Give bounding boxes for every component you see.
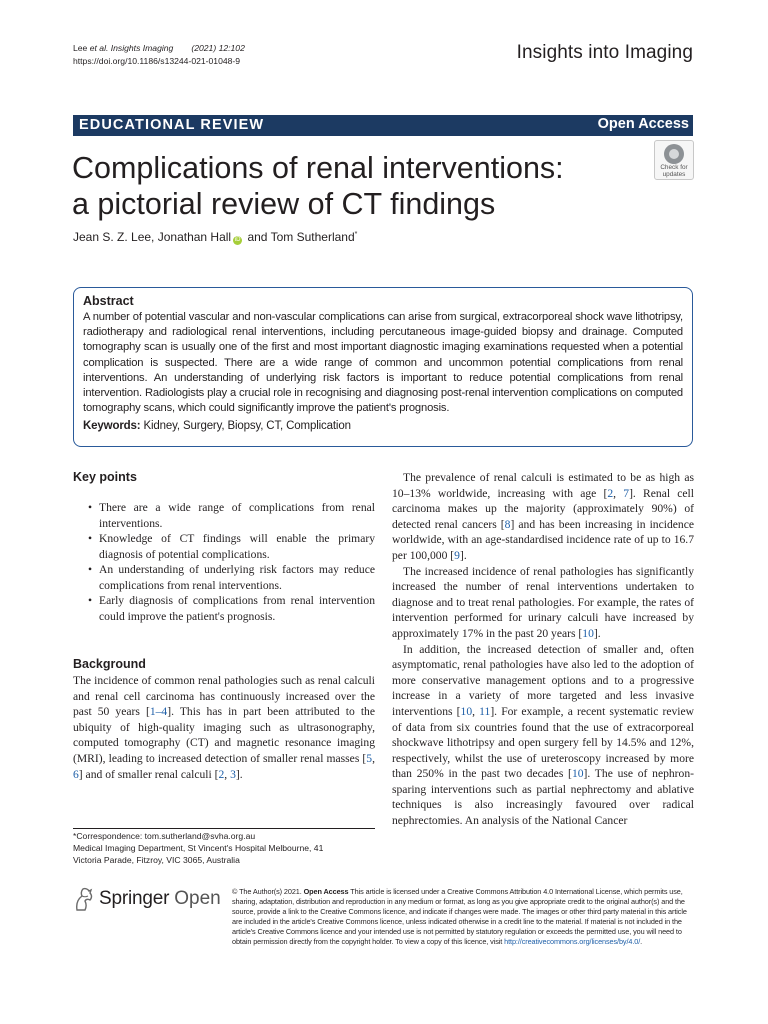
keywords: Keywords: Kidney, Surgery, Biopsy, CT, Complication (83, 420, 351, 433)
citation-block (73, 42, 245, 68)
reference-link[interactable]: 8 (504, 517, 511, 531)
springer-horse-icon (73, 886, 95, 912)
list-item: • Knowledge of CT findings will enable the primary diagnosis of potential complications. (88, 531, 375, 562)
reference-link[interactable]: 5 (366, 751, 373, 765)
reference-link[interactable]: 2 (607, 486, 614, 500)
list-item: • An understanding of underlying risk factors may reduce complications from renal interventions. (88, 562, 375, 593)
reference-link[interactable]: 10 (571, 767, 584, 781)
citation-year: (2021) 12:102 (191, 43, 245, 53)
correspondence-footnote: *Correspondence: tom.sutherland@svha.org.au Medical Imaging Department, St Vincent's Hospital Melbourne, 41 Victoria Parade, Fitzroy, VIC 3065, Australia (73, 830, 375, 867)
body-paragraph: The prevalence of renal calculi is estimated to be as high as 10–13% worldwide, increasing with age [2, 7]. Renal cell carcinoma makes up the majority (approximately 90%) of detected renal cancers [8] and has been increasing in incidence worldwide, with an age-standardised incidence rate of up to 16.7 per 100,000 [9]. (392, 471, 695, 562)
abstract-heading: Abstract (83, 294, 134, 308)
background-paragraph: The incidence of common renal pathologies such as renal calculi and renal cell carcinoma has continuously increased over the past 50 years [1–4]. This has in part been attributed to the ubiquity of high-quality imaging such as ultrasonography, computed tomography (CT) and magnetic resonance imaging (MRI), leading to increased detection of smaller renal masses [5, 6] and of smaller renal calculi [2, 3]. (73, 674, 375, 781)
license-link[interactable]: http://creativecommons.org/licenses/by/4.0/ (504, 936, 641, 946)
journal-name: Insights into Imaging (516, 42, 693, 63)
right-column-body (392, 470, 694, 829)
list-item: • There are a wide range of complications from renal interventions. (88, 500, 375, 531)
reference-link[interactable]: 10 (582, 626, 594, 640)
body-paragraph: The increased incidence of renal pathologies has significantly increased the number of renal interventions undertaken to diagnose and to treat renal pathologies. For example, the rates of intervention performed for urinary calculi have increased by approximately 17% in the past 20 years [10]. (392, 564, 694, 640)
key-points-list (88, 500, 375, 624)
doi-link[interactable]: https://doi.org/10.1186/s13244-021-01048-9 (73, 56, 241, 66)
publisher-name: Springer (99, 888, 170, 909)
abstract-box (73, 287, 693, 447)
reference-link[interactable]: 1–4 (149, 705, 168, 719)
article-title: Complications of renal interventions: a pictorial review of CT findings (72, 151, 564, 221)
article-type: EDUCATIONAL REVIEW (79, 117, 265, 133)
article-type-banner (73, 115, 693, 136)
citation-line: Lee et al. Insights Imaging (2021) 12:102 (73, 43, 245, 53)
orcid-icon[interactable]: iD (234, 237, 241, 243)
check-updates-icon (664, 144, 684, 164)
license-text: © The Author(s) 2021. Open Access This article is licensed under a Creative Commons Attribution 4.0 International License, which permits use, sharing, adaptation, distribution and reproduction in any medium or format, as long as you give appropriate credit to the original author(s) and the source, provide a link to the Creative Commons licence, and indicate if changes were made. The images or other third party material in this article are included in the article's Creative Commons licence, unless indicated otherwise in a credit line to the material. If material is not included in the article's Creative Commons licence and your intended use is not permitted by statutory regulation or exceeds the permitted use, you will need to obtain permission directly from the copyright holder. To view a copy of this licence, visit http://creativecommons.org/licenses/by/4.0/. (232, 887, 687, 946)
footnote-divider (73, 828, 375, 829)
reference-link[interactable]: 9 (454, 548, 460, 562)
open-access-label: Open Access (597, 116, 689, 132)
reference-link[interactable]: 6 (73, 767, 79, 781)
correspondence-email[interactable]: *Correspondence: tom.sutherland@svha.org.au (73, 831, 256, 841)
reference-link[interactable]: 10 (460, 704, 473, 718)
abstract-text: A number of potential vascular and non-vascular complications can arise from surgical, extracorporeal shock wave lithotripsy, radiotherapy and radiological renal interventions, including percutaneous image-guided biopsy and drainage. Computed tomography scan is usually one of the first and most important diagnostic imaging examinations requested when a potential complication is suspected. There are a wide range of common and uncommon potential complications from renal interventions. An understanding of underlying risk factors is important to reduce potential complications from renal intervention. Radiologists play a crucial role in recognising and diagnosing post-renal intervention complications on computed tomography scans, which could significantly improve the patient's prognosis. (83, 311, 683, 415)
background-heading: Background (73, 657, 146, 671)
list-item: • Early diagnosis of complications from renal intervention could improve the patient's prognosis. (88, 593, 375, 624)
body-paragraph: In addition, the increased detection of smaller and, often asymptomatic, renal pathologies have also led to the adoption of more conservative management options and to a progressive increase in a variety of more targeted and less invasive interventions [10, 11]. For example, a recent systematic review of data from six countries found that the use of extracorporeal shockwave lithotripsy and open surgery fell by 14.5% and 12%, respectively, whilst the use of ureteroscopy increased by more than 250% in the past two decades [10]. The use of nephron-sparing interventions such as partial nephrectomy and ablative techniques is also increasingly favoured over radical nephrectomies. An analysis of the National Cancer (392, 642, 695, 828)
reference-link[interactable]: 3 (230, 767, 236, 781)
springer-open-logo (73, 886, 221, 912)
check-for-updates-button[interactable]: Check for updates (654, 140, 694, 180)
citation-journal: et al. Insights Imaging (89, 43, 174, 53)
author-list: Jean S. Z. Lee, Jonathan Hall iD and Tom Sutherland* (73, 230, 358, 244)
corresponding-mark: * (354, 231, 358, 238)
reference-link[interactable]: 11 (479, 704, 491, 718)
publisher-open: Open (174, 888, 221, 909)
key-points-heading: Key points (73, 470, 137, 484)
reference-link[interactable]: 7 (623, 486, 630, 500)
reference-link[interactable]: 2 (218, 767, 225, 781)
